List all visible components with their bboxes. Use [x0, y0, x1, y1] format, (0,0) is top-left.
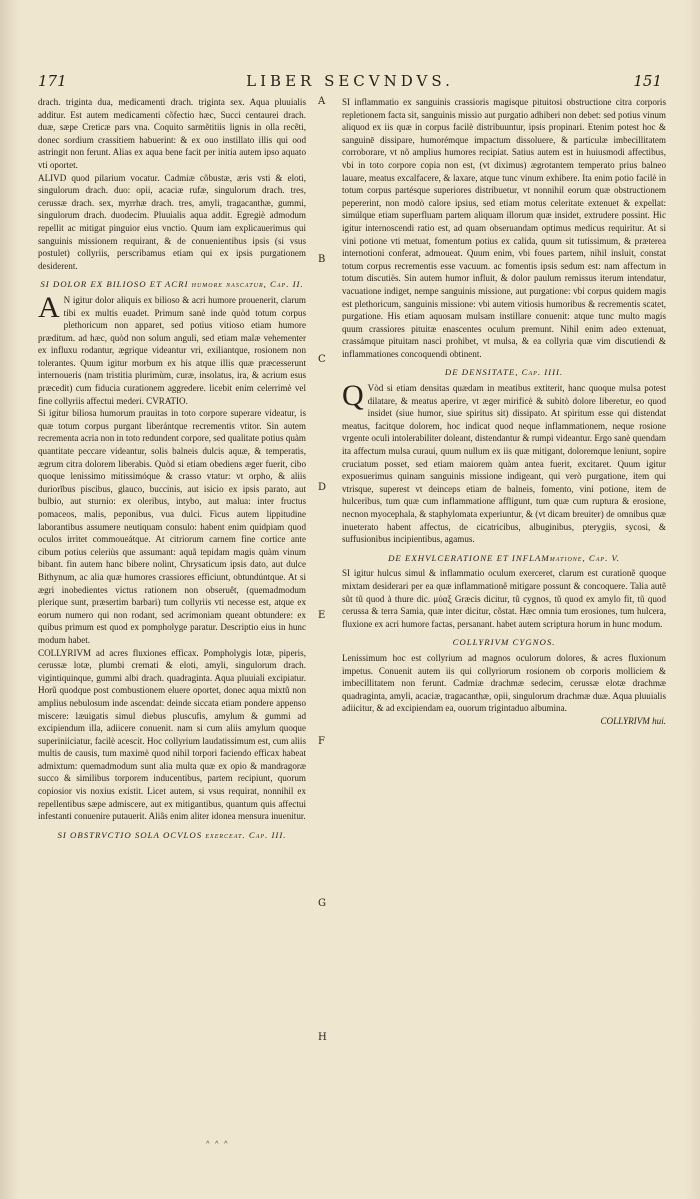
margin-letter: H	[318, 1032, 327, 1043]
paragraph: drach. triginta dua, medicamenti drach. triginta sex. Aqua pluuialis additur. Est autem medicamenti cõfectio hæc, Succi centaurei drach. duæ, sæpe Creticæ pars vna. Coquito sarmẽtitiis lignis in olla recẽti, donec sordium crassitiem habuerint: & ex ouo instillato illis qui ood astringit non ferunt. Alias ex aqua bene facit per initia autem ipso aquato vti oportet.	[38, 97, 306, 170]
drop-cap: Q	[342, 379, 364, 413]
drop-cap: A	[38, 290, 60, 324]
paragraph: SI inflammatio ex sanguinis crassioris magisque pituitosi obstructione citra corporis repletionem facta sit, sanguinis missio aut purgatio adhiberi non debet: sed potius vinum aliquod ex iis quæ in corpus facilè distribuuntur, ipsis propinari. Etenim potest hoc & sanguinē dissipare, humorémque impactum dissoluere, & particulæ imbecillitatem corroborare, vt nõ amplius humores recipiat. Satius autem est in huiusmodi affectibus, vbi in toto corpore copia non est, (vt diximus) ægrotantem temperato prius balneo lauare, meatus excalfacere, & laxare, atque tunc vinum exhibere. Ita enim potio facilè in totum corpus partésque superiores distribuetur, vt nonnihil eorum quæ obstructionem pepererint, non modò calore ipsius, sed etiam motus celeritate extenuet & expellat: simúlque etiam superfluam partem aliquam illorum quæ insidet, extrudere possint. Hic igitur internoscendi ratio est, ad quam obseruandam optimus medicus requiritur. At si vini potione vti metuat, fomentum potius ex calida, quum sit tutissimum, & præterea internotioni conferat, admoueat. Quum enim, vbi foues partem, nihil insluit, constat totum corpus recrementis esse vacuum. ac fomentis ipsis sedum est: nam affectum in totum discutiës. Sin autem humor influit, & dolor paulum remissus iterum intendatur, vacuatione indiget, nempe sanguinis missione, aut purgatione: vbi corpus quidem magis est plethoricum, sanguinis missione: vbi autem vitiosis humoribus & recrementis scatet, purgatione. His etiam aquosam mulsam instillare conuenit: atque tunc multo magis quum crassiores pituitæ enascentes oculum premunt. Nihil enim adeo extenuat, crassámque pituitam nasci prohibet, vt mulsa, & ea collyria quæ vim discutiendi & inflammationes concoquendi obtinent.	[342, 97, 666, 359]
margin-letter: A	[318, 96, 326, 107]
paragraph	[342, 379, 666, 546]
margin-letter: E	[318, 610, 326, 621]
subheading: CVRATIO.	[146, 395, 188, 406]
paragraph-text: Pompholygis lotæ, piperis, cerussæ lotæ, plumbi cremati & eloti, amyli, singulorum drach. vigintiquinque, gummi albi drach. quadraginta. Aqua pluuiali excipiatur. Horũ quodque post combustionem eluere oportet, donec aqua mixtũ non amplius nebulosum inde ascendat: deinde siccata etiam pondere appenso miscere: læuigatis simul diebus pluscufis, amylum & gummi ad excipiendum illa, adiicere conuenit. nam si cum aliis amylum quoque superiniiciatur, facilè acescit. Hoc collyrium laudatissimum est, cum aliis multis de causis, tum maximè quod nihil torpori faciendo efficax habeat admixtum: quemadmodum sunt alia multa quæ ex opio & mandragoræ succo & similibus torporem inducentibus, partem recipiunt, quorum copiosior vis noxius existit. Licet autem, si vsus requirat, nonnihil ex repellentibus sæpe admiscere, aut ex mitigantibus, quantum quis affectui infestanti conuenire putauerit. Aliâs enim aliter idonea mensura inuenitur.	[38, 647, 306, 822]
right-column	[342, 96, 666, 728]
section-heading: SI OBSTRVCTIO SOLA OCVLOS exerceat. Cap. III.	[57, 829, 287, 840]
margin-letter: B	[318, 254, 326, 265]
section-heading: DE DENSITATE, Cap. IIII.	[444, 367, 564, 378]
paragraph: ALIVD quod pilarium vocatur. Cadmiæ cõbustæ, æris vsti & eloti, singulorum drach. duo: opii, acaciæ rufæ, singulorum drach. tres, cerussæ drach. sex, myrrhæ drach. tres, amyli, tragacanthæ, gummi, singulorum drach. duodecim. Pluuialis aqua addit. Egregiè admodum repellit ac mitigat pinguior eius vnctio. Quum iam explicauerimus qui sanguinis missionem requirant, & de conuenientibus ipsis (si vsus postulet) collyriis, perscribamus etiam qui ex ipsis purgationem desiderent.	[38, 172, 306, 271]
margin-letter: F	[318, 736, 325, 747]
section-heading: SI DOLOR EX BILIOSO ET ACRI humore nascatur, Cap. II.	[40, 279, 304, 290]
running-title: LIBER SECVNDVS.	[246, 72, 454, 90]
paragraph	[38, 290, 306, 407]
subheading: COLLYRIVM CYGNOS.	[452, 637, 556, 648]
paragraph-text: N igitur dolor aliquis ex bilioso & acri humore prouenerit, clarum tibi ex multis euadet. Primum sanè inde quòd totum corpus plethoricum non apparet, sed potius vitioso etiam humore præditum. ad hæc, quòd non solum anguli, sed etiam malæ vehementer ex influxu rodantur, ægrique videantur vri, exiliantque, rosionem non tolerantes. Quum igitur morbum ex his atque illis quæ præcesserunt internoueris (nam tristitia plurimùm, curæ, insolatus, ira, & acrium esus præcedit) cum fiducia curationem aggredere. licebit enim celerrimè vel fine collyriis affectui mederi.	[38, 294, 306, 406]
left-column	[38, 96, 306, 844]
section-heading: DE EXHVLCERATIONE ET INFLAMmatione, Cap. V.	[388, 552, 620, 563]
page-number-left: 171	[38, 72, 67, 90]
paragraph	[38, 647, 306, 823]
margin-letter: C	[318, 354, 326, 365]
page-ornament: ˄ ˄ ˄	[205, 1140, 229, 1153]
page-header	[38, 72, 662, 94]
margin-letter: G	[318, 898, 326, 909]
catchword: COLLYRIVM hui.	[600, 715, 666, 726]
margin-letter: D	[318, 482, 327, 493]
paragraph: SI igitur hulcus simul & inflammatio oculum exerceret, clarum est curationẽ quoque mixtam desiderari per ea quæ inflammationẽ mitigare possunt & concoquere. Talia autẽ sũt tũ quod à thure dic. μύαξ Græcis dicitur, tũ cygnos, tũ quod ex amylo fit, tũ quod cerussa & terra Samia, quæ inter dicitur, cõstat. Hæc omnia tum erosiones, tum hulcera, fluxione ex acri humore factas, persanant. habet autem scriptura horum in hunc modum.	[342, 568, 666, 629]
subheading: COLLYRIVM ad acres fluxiones efficax.	[38, 647, 199, 658]
page-number-right: 151	[633, 72, 662, 90]
paragraph: Si igitur biliosa humorum prauitas in toto corpore superare videatur, is quæ totum corpus purgant liberántque recrementis vtitor. Sin autem recrementa acria non in toto redundent corpore, sed qualitate potius quàm quantitate peccare videantur, solis balneis dulcis aquæ, & temperatis, ægrum citra dolorem liberabis. Quòd si etiam obediens æger fuerit, cibo quoque lenissimo mitissimóque & crasso vtatur: vt orpho, & aliis duriorĭbus piscibus, glauco, buccinis, aut isicio ex ipsis parato, aut bulbio, aut sturnio: ex oleribus, intybo, aut malua: inter fructus pomaceos, malis, peponibus, vua dulci. Ficus autem lippitudine laborantibus assumere neutiquam consulo: habent enim quidpiam quod oculos irritet commoueátque. At citriorum carnem fine cortice ante cibum potius celeriùs que assumant: aquã tepidam magis quàm vinum bibant. fin autem hanc bibere nolint, Chrysaticum ipsis dato, aut dulce Bithynum, ac alia quæ humores crassiores efficiunt, obtundúntque. At si ægri inobedientes victus rationem non obseruêt, (quemadmodum plerique sunt, præsertim barbari) tum collyriis vti necesse est, atque ex eorum numero qui non rodant, sed acrimoniam queant obtundere: ex quibus primum est quod ex pompholyge paratur. Descriptio eius in hunc modum habet.	[38, 408, 306, 645]
paragraph: Lenissimum hoc est collyrium ad magnos oculorum dolores, & acres fluxionum impetus. Conuenit autem iis qui collyriorum rosionem ob corporis molliciem & imbecillitatem non ferunt. Cadmiæ drachmæ sedecim, cerussæ elotæ drachmæ quadraginta, amyli, acaciæ, tragacanthæ, opii, singulorum drachmæ duæ. Aqua pluuialis adiicitur, & ad excipiendam ea, ouorum trigintaduo albumina.	[342, 652, 666, 714]
paragraph-text: Vòd si etiam densitas quædam in meatibus extiterit, hanc quoque mulsa potest dilatare, & meatus aperire, vt æger mirificè & subitò dolore liberetur, eo quod insidet (siue humor, siue spiritus sit) dissipato. At spiritum esse qui distendat meatus, facitque dolorem, hoc indicat quod neque inflammationem, neque rosione vrgente oculi intolerabiliter doleant, distendantur & rumpi videantur. Ergo sanè quendam ita affectum mulsa curaui, quum nullum ex iis quæ mitigant, doloremque leniunt, sopire cruciatum posset, sed etiam maiorem quàm antea fuerit, excitaret. Quum igitur exposuerimus quinam sanguinis missione indigeant, qui verò purgatione, item qui vtrisque, superest vt deinceps etiam de balneis, fomento, vini potione, item de hulceribus, tum quæ cum inflammatione affligunt, tum quæ cum ruptura & erosione, necnon myocephala, & staphylomata experiuntur, & (vt dicam breuiter) de omnibus quæ inueterato habent affectus, de cicatricibus, albuginibus, pterygiis, sycosi, & suffusionibus incipientibus, agamus.	[342, 383, 666, 545]
